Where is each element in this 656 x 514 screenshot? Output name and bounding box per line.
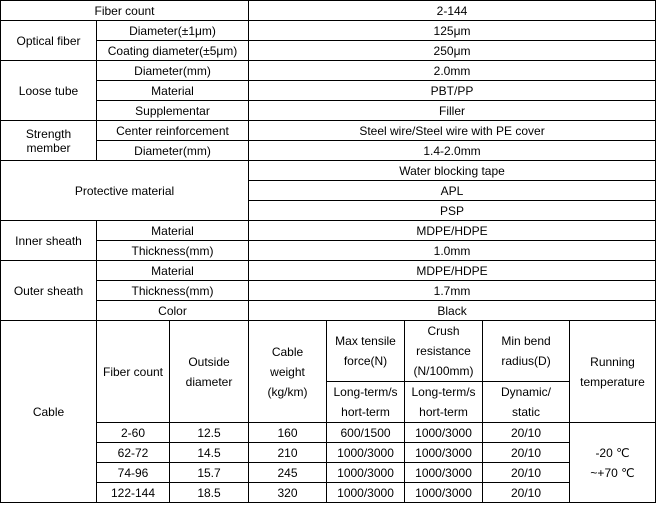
strength-member-line1: Strength: [25, 126, 72, 141]
cell-crush: 1000/3000: [405, 483, 483, 503]
row-strength-diameter: [1, 141, 656, 161]
cell-crush: 1000/3000: [405, 463, 483, 483]
strength-member-group: [1, 121, 97, 161]
header-outside-diameter: [170, 321, 249, 423]
cell-fiber: 74-96: [97, 463, 170, 483]
cell-bend: 20/10: [483, 483, 570, 503]
optical-diameter-value: 125μm: [249, 21, 656, 41]
row-optical-diameter: [1, 21, 656, 41]
header-crush: [405, 321, 483, 382]
header-crush-sub-l1: Long-term/s: [411, 385, 476, 399]
cell-weight: 210: [249, 443, 327, 463]
header-fiber-count: Fiber count: [97, 321, 170, 423]
cell-diameter: 12.5: [170, 423, 249, 443]
header-bend-sub-l2: static: [512, 405, 541, 419]
cell-fiber: 2-60: [97, 423, 170, 443]
table-row: [1, 443, 656, 463]
row-fiber-count: [1, 1, 656, 21]
loose-material-label: Material: [97, 81, 249, 101]
fiber-count-value: 2-144: [249, 1, 656, 21]
outer-material-label: Material: [97, 261, 249, 281]
strength-member-line2: member: [26, 140, 71, 155]
cell-diameter: 18.5: [170, 483, 249, 503]
cell-crush: 1000/3000: [405, 423, 483, 443]
loose-diameter-value: 2.0mm: [249, 61, 656, 81]
temperature-low: -20 ℃: [595, 445, 630, 460]
row-outer-color: [1, 301, 656, 321]
outer-sheath-group: Outer sheath: [1, 261, 97, 321]
row-loose-diameter: [1, 61, 656, 81]
cell-crush: 1000/3000: [405, 443, 483, 463]
coating-diameter-label: Coating diameter(±5μm): [97, 41, 249, 61]
header-crush-l2: resistance: [416, 344, 471, 358]
protective-value-3: PSP: [249, 201, 656, 221]
protective-material-label: Protective material: [1, 161, 249, 221]
cell-weight: 245: [249, 463, 327, 483]
header-temperature-l1: Running: [590, 354, 635, 369]
header-crush-l1: Crush: [427, 324, 460, 338]
header-cable-weight-l3: (kg/km): [267, 384, 308, 399]
cell-tensile: 1000/3000: [327, 483, 405, 503]
header-temperature-l2: temperature: [580, 374, 645, 389]
header-outside-diameter-l1: Outside: [188, 354, 230, 369]
header-bend-sub: [483, 382, 570, 423]
cell-tensile: 1000/3000: [327, 443, 405, 463]
outer-color-label: Color: [97, 301, 249, 321]
row-optical-coating: [1, 41, 656, 61]
coating-diameter-value: 250μm: [249, 41, 656, 61]
supplementar-label: Supplementar: [97, 101, 249, 121]
row-outer-material: [1, 261, 656, 281]
cell-fiber: 122-144: [97, 483, 170, 503]
cell-diameter: 14.5: [170, 443, 249, 463]
cell-bend: 20/10: [483, 443, 570, 463]
header-bend-l1: Min bend: [501, 334, 551, 348]
cell-temperature: [570, 423, 656, 503]
header-tensile-l1: Max tensile: [335, 334, 396, 348]
cell-diameter: 15.7: [170, 463, 249, 483]
cell-tensile: 600/1500: [327, 423, 405, 443]
inner-thickness-value: 1.0mm: [249, 241, 656, 261]
header-temperature: [570, 321, 656, 423]
cell-fiber: 62-72: [97, 443, 170, 463]
outer-material-value: MDPE/HDPE: [249, 261, 656, 281]
center-reinforcement-label: Center reinforcement: [97, 121, 249, 141]
header-crush-sub-l2: hort-term: [419, 405, 468, 419]
inner-thickness-label: Thickness(mm): [97, 241, 249, 261]
table-row: [1, 463, 656, 483]
cell-bend: 20/10: [483, 463, 570, 483]
header-cable-weight-l1: Cable: [271, 344, 304, 359]
cell-bend: 20/10: [483, 423, 570, 443]
table-row: [1, 423, 656, 443]
header-outside-diameter-l2: diameter: [185, 374, 233, 389]
supplementar-value: Filler: [249, 101, 656, 121]
cell-weight: 160: [249, 423, 327, 443]
loose-material-value: PBT/PP: [249, 81, 656, 101]
fiber-count-label: Fiber count: [1, 1, 249, 21]
strength-diameter-label: Diameter(mm): [97, 141, 249, 161]
optical-fiber-group: Optical fiber: [1, 21, 97, 61]
cell-weight: 320: [249, 483, 327, 503]
row-inner-thickness: [1, 241, 656, 261]
row-strength-center: [1, 121, 656, 141]
outer-thickness-label: Thickness(mm): [97, 281, 249, 301]
temperature-high: ~+70 ℃: [590, 465, 635, 480]
row-outer-thickness: [1, 281, 656, 301]
header-cable-weight: [249, 321, 327, 423]
row-loose-material: [1, 81, 656, 101]
outer-color-value: Black: [249, 301, 656, 321]
row-cable-header-top: [1, 321, 656, 382]
outer-thickness-value: 1.7mm: [249, 281, 656, 301]
row-loose-supplementar: [1, 101, 656, 121]
optical-diameter-label: Diameter(±1μm): [97, 21, 249, 41]
cell-tensile: 1000/3000: [327, 463, 405, 483]
header-bend: [483, 321, 570, 382]
header-crush-l3: (N/100mm): [413, 364, 474, 378]
header-tensile-l2: force(N): [343, 354, 388, 368]
cable-group: Cable: [1, 321, 97, 503]
strength-diameter-value: 1.4-2.0mm: [249, 141, 656, 161]
protective-value-2: APL: [249, 181, 656, 201]
header-tensile-sub: [327, 382, 405, 423]
table-row: [1, 483, 656, 503]
header-bend-l2: radius(D): [501, 354, 551, 368]
loose-diameter-label: Diameter(mm): [97, 61, 249, 81]
header-tensile-sub-l2: hort-term: [341, 405, 390, 419]
protective-value-1: Water blocking tape: [249, 161, 656, 181]
header-tensile-sub-l1: Long-term/s: [333, 385, 398, 399]
inner-material-value: MDPE/HDPE: [249, 221, 656, 241]
loose-tube-group: Loose tube: [1, 61, 97, 121]
row-protective-1: [1, 161, 656, 181]
header-bend-sub-l1: Dynamic/: [501, 385, 552, 399]
inner-sheath-group: Inner sheath: [1, 221, 97, 261]
header-cable-weight-l2: weight: [270, 364, 305, 379]
header-crush-sub: [405, 382, 483, 423]
row-inner-material: [1, 221, 656, 241]
header-tensile: [327, 321, 405, 382]
center-reinforcement-value: Steel wire/Steel wire with PE cover: [249, 121, 656, 141]
inner-material-label: Material: [97, 221, 249, 241]
